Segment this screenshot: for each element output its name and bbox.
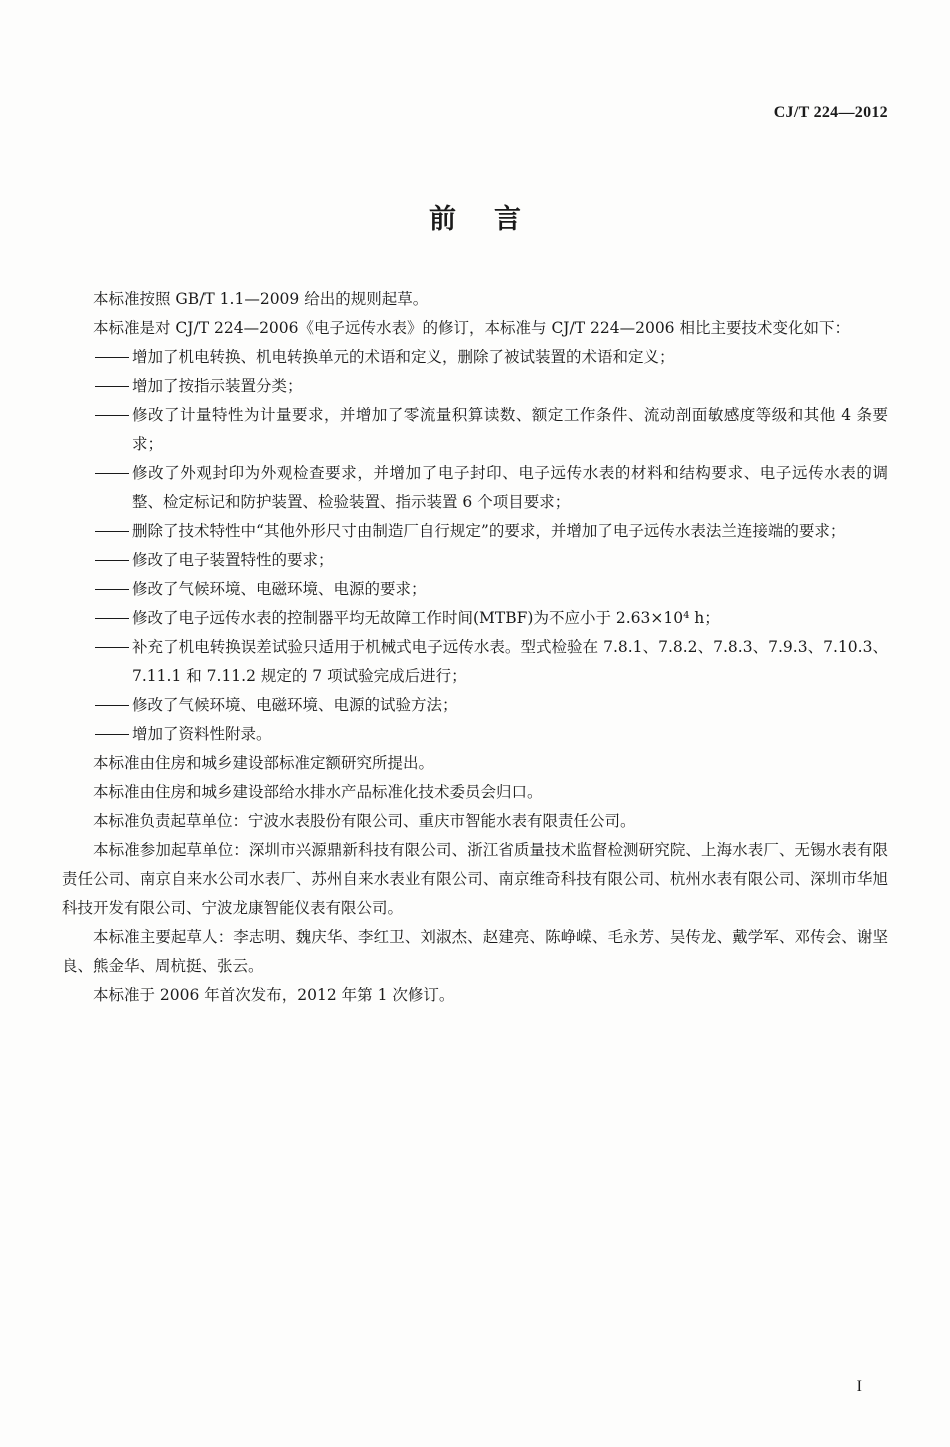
list-item-text: 增加了机电转换、机电转换单元的术语和定义，删除了被试装置的术语和定义； <box>132 348 675 366</box>
changes-list <box>62 343 888 749</box>
dash-bullet-icon <box>93 372 132 401</box>
list-item <box>62 604 888 633</box>
list-item-text: 补充了机电转换误差试验只适用于机械式电子远传水表。型式检验在 7.8.1、7.8.2、7.8.3、7.9.3、7.10.3、7.11.1 和 7.11.2 规定的 7 项试验完成后进行； <box>132 638 888 685</box>
list-item <box>62 546 888 575</box>
participating-drafters-paragraph: 本标准参加起草单位：深圳市兴源鼎新科技有限公司、浙江省质量技术监督检测研究院、上海水表厂、无锡水表有限责任公司、南京自来水公司水表厂、苏州自来水表业有限公司、南京维奇科技有限公司、杭州水表有限公司、深圳市华旭科技开发有限公司、宁波龙康智能仪表有限公司。 <box>62 841 888 917</box>
list-item-text: 修改了电子远传水表的控制器平均无故障工作时间(MTBF)为不应小于 2.63×10⁴ h； <box>132 609 720 627</box>
proposer-paragraph: 本标准由住房和城乡建设部标准定额研究所提出。 <box>93 754 435 772</box>
list-item-text: 修改了气候环境、电磁环境、电源的试验方法； <box>132 696 458 714</box>
list-item-text: 修改了电子装置特性的要求； <box>132 551 334 569</box>
lead-drafters-paragraph: 本标准负责起草单位：宁波水表股份有限公司、重庆市智能水表有限责任公司。 <box>93 812 636 830</box>
committee-paragraph: 本标准由住房和城乡建设部给水排水产品标准化技术委员会归口。 <box>93 783 543 801</box>
dash-bullet-icon <box>93 401 132 430</box>
intro-paragraph: 本标准按照 GB/T 1.1—2009 给出的规则起草。 <box>93 290 429 308</box>
list-item <box>62 401 888 459</box>
page-title: 前言 <box>429 204 559 235</box>
list-item <box>62 720 888 749</box>
list-item-text: 修改了气候环境、电磁环境、电源的要求； <box>132 580 427 598</box>
dash-bullet-icon <box>93 604 132 633</box>
list-item <box>62 517 888 546</box>
dash-bullet-icon <box>93 575 132 604</box>
dash-bullet-icon <box>93 691 132 720</box>
standard-number: CJ/T 224—2012 <box>773 104 888 121</box>
dash-bullet-icon <box>93 459 132 488</box>
dash-bullet-icon <box>93 517 132 546</box>
list-item-text: 增加了按指示装置分类； <box>132 377 303 395</box>
list-item-text: 删除了技术特性中“其他外形尺寸由制造厂自行规定”的要求，并增加了电子远传水表法兰连接端的要求； <box>132 522 846 540</box>
dash-bullet-icon <box>93 343 132 372</box>
list-item <box>62 343 888 372</box>
main-authors-paragraph: 本标准主要起草人：李志明、魏庆华、李红卫、刘淑杰、赵建亮、陈峥嵘、毛永芳、吴传龙、戴学军、邓传会、谢坚良、熊金华、周杭挺、张云。 <box>62 928 888 975</box>
dash-bullet-icon <box>93 633 132 662</box>
list-item-text: 修改了外观封印为外观检查要求，并增加了电子封印、电子远传水表的材料和结构要求、电子远传水表的调整、检定标记和防护装置、检验装置、指示装置 6 个项目要求； <box>132 464 888 511</box>
intro-paragraph: 本标准是对 CJ/T 224—2006《电子远传水表》的修订，本标准与 CJ/T 224—2006 相比主要技术变化如下： <box>93 319 850 337</box>
page-number: I <box>856 1378 862 1395</box>
foreword-body <box>62 285 888 1010</box>
list-item <box>62 633 888 691</box>
publication-history-paragraph: 本标准于 2006 年首次发布，2012 年第 1 次修订。 <box>93 986 455 1004</box>
list-item <box>62 459 888 517</box>
list-item-text: 增加了资料性附录。 <box>132 725 272 743</box>
list-item <box>62 691 888 720</box>
dash-bullet-icon <box>93 720 132 749</box>
list-item-text: 修改了计量特性为计量要求，并增加了零流量积算读数、额定工作条件、流动剖面敏感度等级和其他 4 条要求； <box>132 406 888 453</box>
dash-bullet-icon <box>93 546 132 575</box>
list-item <box>62 372 888 401</box>
list-item <box>62 575 888 604</box>
